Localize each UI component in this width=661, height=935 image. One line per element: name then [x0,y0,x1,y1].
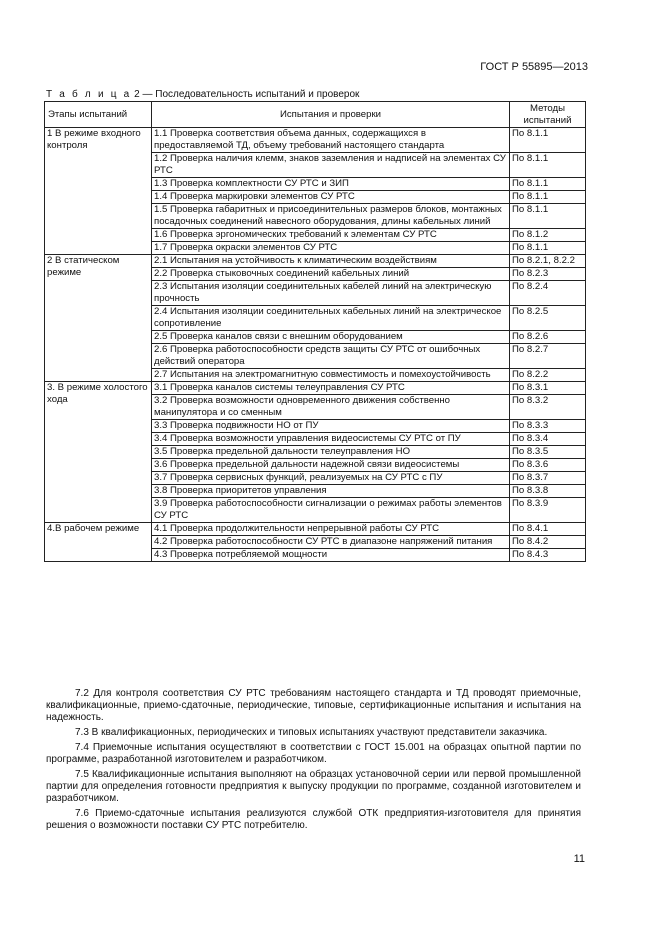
method-cell: По 8.2.4 [510,281,586,306]
paragraph: 7.2 Для контроля соответствия СУ РТС требованиям настоящего стандарта и ТД проводят приемочные, квалификационные, приемо-сдаточные, периодические, типовые, сертификационные испытания и испытания на надежность. [46,688,581,723]
document-standard-code: ГОСТ Р 55895—2013 [480,61,588,73]
stage-cell: 4.В рабочем режиме [45,523,152,562]
test-cell: 3.6 Проверка предельной дальности надежной связи видеосистемы [152,459,510,472]
test-cell: 3.2 Проверка возможности одновременного движения собственно манипулятора и со сменным [152,395,510,420]
test-cell: 4.3 Проверка потребляемой мощности [152,549,510,562]
test-cell: 3.9 Проверка работоспособности сигнализации о режимах работы элементов СУ РТС [152,498,510,523]
table-row [45,382,586,395]
test-cell: 2.3 Испытания изоляции соединительных кабелей линий на электрическую прочность [152,281,510,306]
method-cell: По 8.2.3 [510,268,586,281]
table-body [45,128,586,562]
stage-cell: 3. В режиме холостого хода [45,382,152,523]
test-cell: 1.7 Проверка окраски элементов СУ РТС [152,242,510,255]
method-cell: По 8.2.6 [510,331,586,344]
test-cell: 1.1 Проверка соответствия объема данных, содержащихся в предоставляемой ТД, объему требований настоящего стандарта [152,128,510,153]
method-cell: По 8.4.3 [510,549,586,562]
paragraph: 7.5 Квалификационные испытания выполняют на образцах установочной серии или первой промышленной партии для определения готовности предприятия к выпуску продукции по программе, созданной изготовителем и разработчиком. [46,769,581,804]
test-cell: 2.1 Испытания на устойчивость к климатическим воздействиям [152,255,510,268]
method-cell: По 8.1.1 [510,178,586,191]
method-cell: По 8.1.1 [510,204,586,229]
method-cell: По 8.3.9 [510,498,586,523]
test-cell: 3.7 Проверка сервисных функций, реализуемых на СУ РТС с ПУ [152,472,510,485]
table-row [45,255,586,268]
test-cell: 3.5 Проверка предельной дальности телеуправления НО [152,446,510,459]
paragraph: 7.3 В квалификационных, периодических и типовых испытаниях участвуют представители заказчика. [75,727,548,738]
table-caption-title: 2 — Последовательность испытаний и проверок [131,89,360,100]
method-cell: По 8.4.2 [510,536,586,549]
table-row [45,128,586,153]
test-cell: 3.8 Проверка приоритетов управления [152,485,510,498]
page-number: 11 [573,853,585,865]
method-cell: По 8.2.7 [510,344,586,369]
column-header-tests: Испытания и проверки [152,102,510,128]
method-cell: По 8.1.1 [510,128,586,153]
test-cell: 4.1 Проверка продолжительности непрерывной работы СУ РТС [152,523,510,536]
test-cell: 4.2 Проверка работоспособности СУ РТС в диапазоне напряжений питания [152,536,510,549]
table-caption [46,89,359,100]
table-row [45,523,586,536]
method-cell: По 8.2.1, 8.2.2 [510,255,586,268]
test-cell: 1.4 Проверка маркировки элементов СУ РТС [152,191,510,204]
test-cell: 3.1 Проверка каналов системы телеуправления СУ РТС [152,382,510,395]
method-cell: По 8.1.1 [510,242,586,255]
test-cell: 1.5 Проверка габаритных и присоединительных размеров блоков, монтажных посадочных соединений навесного оборудования, длины кабельных линий [152,204,510,229]
method-cell: По 8.3.6 [510,459,586,472]
test-sequence-table [44,101,586,562]
stage-cell: 2 В статическом режиме [45,255,152,382]
method-cell: По 8.3.7 [510,472,586,485]
method-cell: По 8.3.3 [510,420,586,433]
test-cell: 1.2 Проверка наличия клемм, знаков заземления и надписей на элементах СУ РТС [152,153,510,178]
method-cell: По 8.1.2 [510,229,586,242]
method-cell: По 8.3.4 [510,433,586,446]
test-cell: 1.6 Проверка эргономических требований к элементам СУ РТС [152,229,510,242]
method-cell: По 8.2.5 [510,306,586,331]
method-cell: По 8.1.1 [510,191,586,204]
test-cell: 2.5 Проверка каналов связи с внешним оборудованием [152,331,510,344]
test-cell: 1.3 Проверка комплектности СУ РТС и ЗИП [152,178,510,191]
method-cell: По 8.1.1 [510,153,586,178]
column-header-stages: Этапы испытаний [45,102,152,128]
test-cell: 2.2 Проверка стыковочных соединений кабельных линий [152,268,510,281]
method-cell: По 8.2.2 [510,369,586,382]
method-cell: По 8.4.1 [510,523,586,536]
table-caption-prefix: Т а б л и ц а [46,89,132,100]
body-text [46,688,581,835]
method-cell: По 8.3.1 [510,382,586,395]
stage-cell: 1 В режиме входного контроля [45,128,152,255]
test-cell: 3.3 Проверка подвижности НО от ПУ [152,420,510,433]
test-cell: 2.7 Испытания на электромагнитную совместимость и помехоустойчивость [152,369,510,382]
method-cell: По 8.3.5 [510,446,586,459]
method-cell: По 8.3.2 [510,395,586,420]
method-cell: По 8.3.8 [510,485,586,498]
table-header-row [45,102,586,128]
paragraph: 7.4 Приемочные испытания осуществляют в соответствии с ГОСТ 15.001 на образцах опытной партии по программе, разработанной изготовителем и разработчиком. [46,742,581,765]
paragraph: 7.6 Приемо-сдаточные испытания реализуются службой ОТК предприятия-изготовителя для принятия решения о возможности поставки СУ РТС потребителю. [46,808,581,831]
test-cell: 2.6 Проверка работоспособности средств защиты СУ РТС от ошибочных действий оператора [152,344,510,369]
test-cell: 2.4 Испытания изоляции соединительных кабельных линий на электрическое сопротивление [152,306,510,331]
column-header-methods: Методы испытаний [510,102,586,128]
test-cell: 3.4 Проверка возможности управления видеосистемы СУ РТС от ПУ [152,433,510,446]
